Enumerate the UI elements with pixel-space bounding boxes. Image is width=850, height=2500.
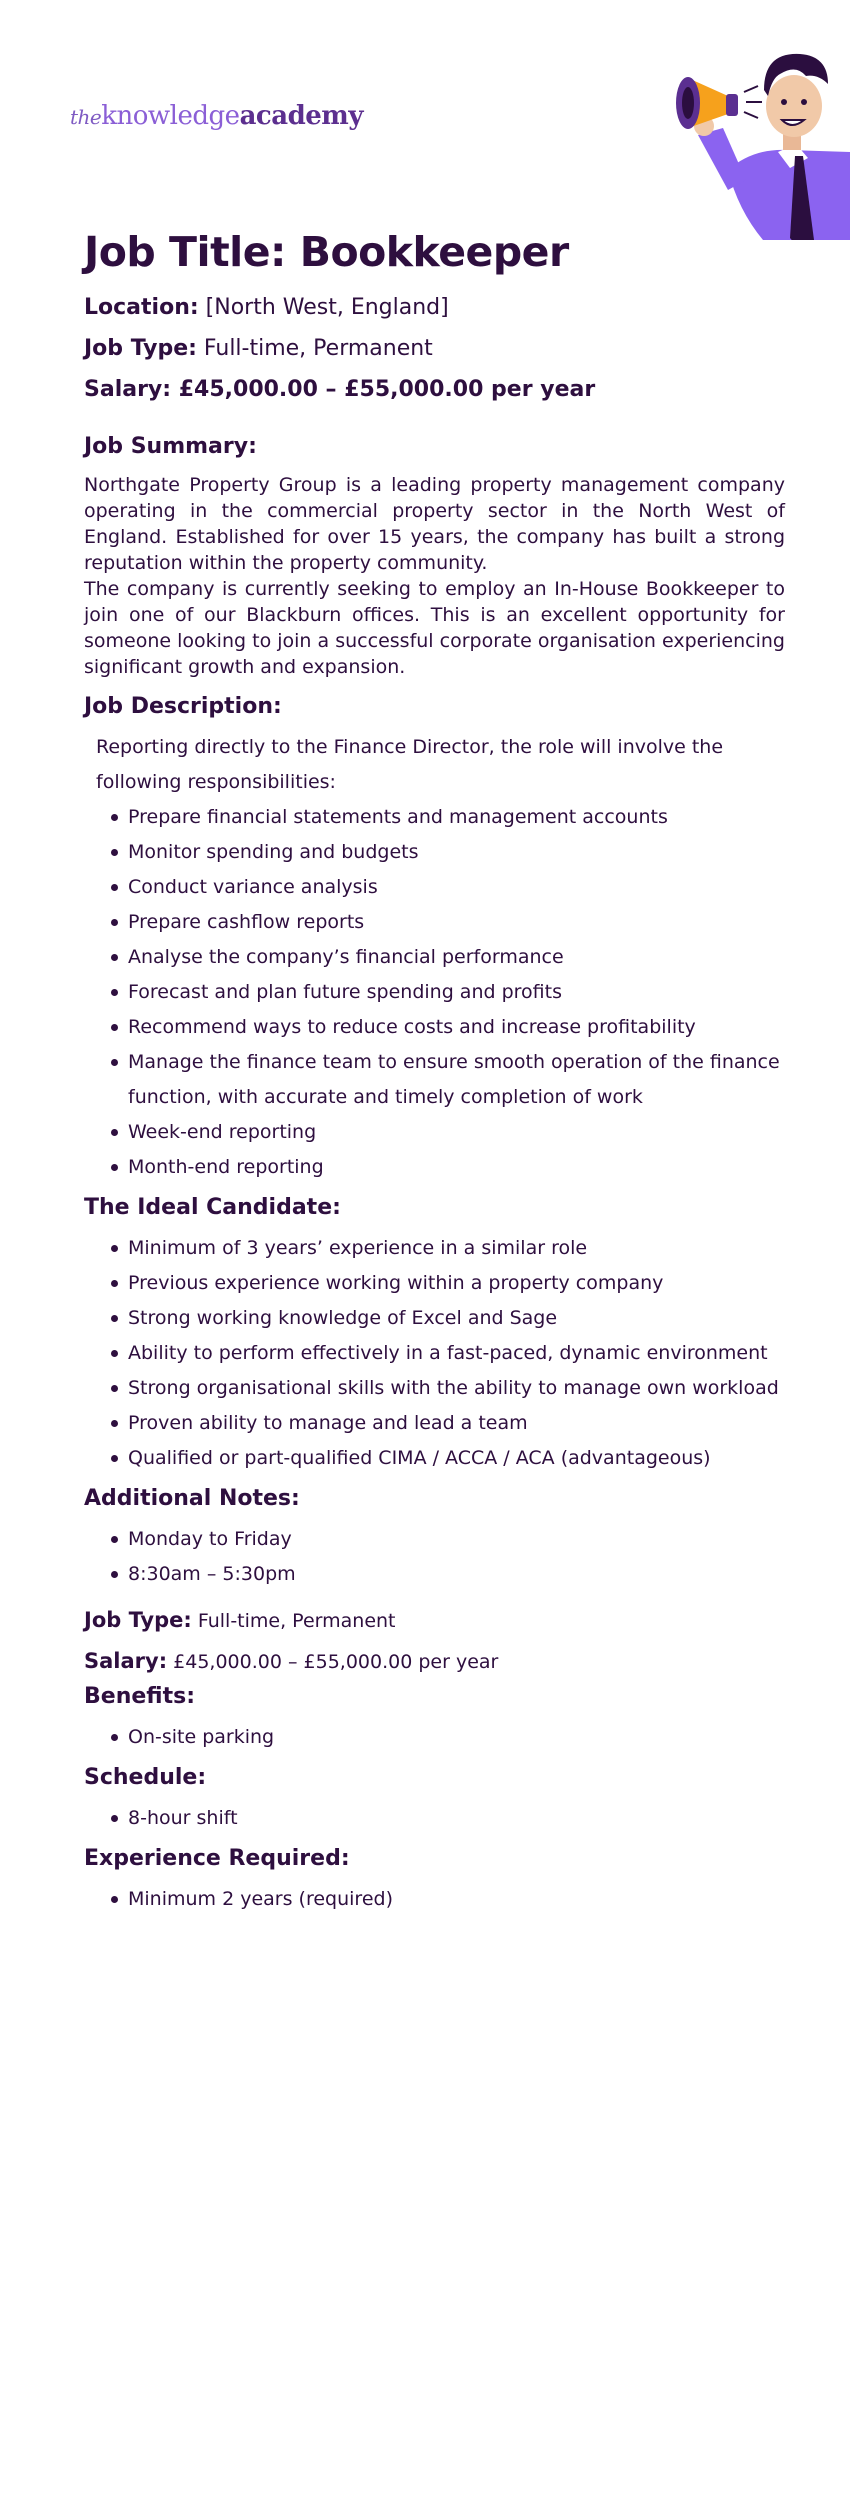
footer-job-type-key: Job Type:	[84, 1608, 192, 1632]
list-item: Qualified or part-qualified CIMA / ACCA / ACA (advantageous)	[84, 1441, 785, 1476]
footer-salary-key: Salary:	[84, 1649, 168, 1673]
footer-job-type-line	[84, 1600, 785, 1641]
job-posting	[84, 224, 785, 1925]
list-item: Analyse the company’s financial performance	[84, 940, 785, 975]
list-item: Ability to perform effectively in a fast-paced, dynamic environment	[84, 1336, 785, 1371]
list-item: Strong organisational skills with the ability to manage own workload	[84, 1371, 785, 1406]
logo-the-text: the	[70, 105, 102, 129]
schedule-heading: Schedule:	[84, 1765, 207, 1790]
experience-list	[84, 1882, 785, 1917]
summary-paragraph: Northgate Property Group is a leading property management company operating in the commercial property sector in the North West of England. Established for over 15 years, the company has built a strong reputation within the property community.	[84, 474, 785, 574]
footer-salary-line	[84, 1641, 785, 1682]
additional-notes-list	[84, 1522, 785, 1592]
list-item: Week-end reporting	[84, 1115, 785, 1150]
list-item: 8:30am – 5:30pm	[84, 1557, 785, 1592]
megaphone-man-illustration	[668, 40, 850, 240]
logo-academy-text: academy	[239, 101, 363, 131]
ideal-candidate-heading: The Ideal Candidate:	[84, 1195, 341, 1220]
footer-job-type-value: Full-time, Permanent	[197, 1610, 396, 1632]
job-type-line	[84, 335, 785, 363]
list-item: Prepare financial statements and management accounts	[84, 800, 785, 835]
job-summary-heading: Job Summary:	[84, 434, 257, 459]
job-type-value: Full-time, Permanent	[203, 336, 433, 361]
list-item: Prepare cashflow reports	[84, 905, 785, 940]
list-item: On-site parking	[84, 1720, 785, 1755]
list-item: 8-hour shift	[84, 1801, 785, 1836]
benefits-heading: Benefits:	[84, 1684, 195, 1709]
footer-salary-value: £45,000.00 – £55,000.00 per year	[173, 1651, 499, 1673]
job-type-key: Job Type:	[84, 336, 197, 361]
list-item: Strong working knowledge of Excel and Sage	[84, 1301, 785, 1336]
job-description-heading: Job Description:	[84, 694, 282, 719]
list-item: Recommend ways to reduce costs and increase profitability	[84, 1010, 785, 1045]
list-item: Month-end reporting	[84, 1150, 785, 1185]
salary-line: Salary: £45,000.00 – £55,000.00 per year	[84, 377, 596, 402]
schedule-list	[84, 1801, 785, 1836]
list-item: Minimum of 3 years’ experience in a similar role	[84, 1231, 785, 1266]
experience-required-heading: Experience Required:	[84, 1846, 350, 1871]
list-item: Previous experience working within a property company	[84, 1266, 785, 1301]
summary-paragraph: The company is currently seeking to employ an In-House Bookkeeper to join one of our Blackburn offices. This is an excellent opportunity for someone looking to join a successful corporate organisation experiencing significant growth and expansion.	[84, 578, 785, 678]
list-item: Monitor spending and budgets	[84, 835, 785, 870]
benefits-list	[84, 1720, 785, 1755]
list-item: Manage the finance team to ensure smooth operation of the finance function, with accurate and timely completion of work	[84, 1045, 785, 1115]
list-item: Forecast and plan future spending and profits	[84, 975, 785, 1010]
responsibilities-list	[84, 800, 785, 1185]
list-item: Monday to Friday	[84, 1522, 785, 1557]
additional-notes-heading: Additional Notes:	[84, 1486, 300, 1511]
job-title: Job Title: Bookkeeper	[84, 228, 569, 276]
location-value: [North West, England]	[205, 295, 449, 320]
job-description-intro: Reporting directly to the Finance Director, the role will involve the following responsibilities:	[96, 736, 724, 793]
location-key: Location:	[84, 295, 199, 320]
list-item: Minimum 2 years (required)	[84, 1882, 785, 1917]
job-summary-text	[84, 472, 785, 680]
brand-logo	[70, 100, 363, 133]
location-line	[84, 294, 785, 322]
list-item: Proven ability to manage and lead a team	[84, 1406, 785, 1441]
list-item: Conduct variance analysis	[84, 870, 785, 905]
logo-knowledge-text: knowledge	[101, 101, 240, 131]
candidate-requirements-list	[84, 1231, 785, 1476]
